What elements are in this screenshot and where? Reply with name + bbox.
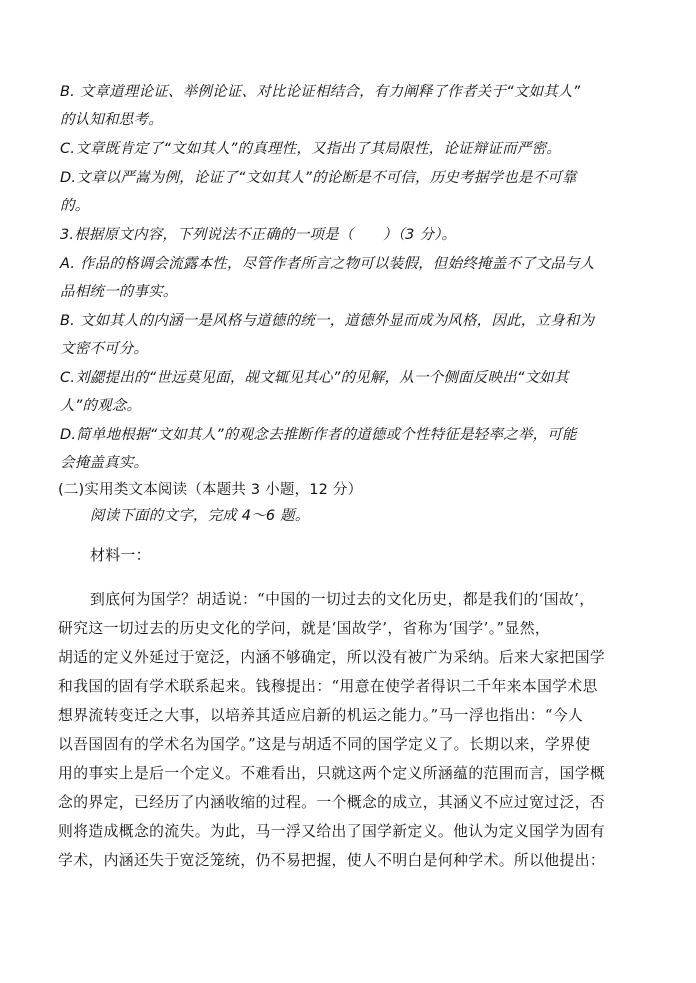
q2-option-d-line2: 的。 <box>60 198 90 214</box>
passage-line: 胡适的定义外延过于宽泛，内涵不够确定，所以没有被广为采纳。后来大家把国学 <box>58 649 606 666</box>
q2-option-b-line2: 的认知和思考。 <box>60 112 163 128</box>
q3-option-c-line1: C.刘勰提出的“世远莫见面，觇文辄见其心”的见解，从一个侧面反映出“文如其 <box>60 370 569 386</box>
q3-option-a-line1: A. 作品的格调会流露本性，尽管作者所言之物可以装假，但始终掩盖不了文品与人 <box>60 256 595 272</box>
passage-line: 念的界定，已经历了内涵收缩的过程。一个概念的成立，其涵义不应过宽过泛，否 <box>58 794 606 811</box>
passage-line: 想界流转变迁之大事，以培养其适应启新的机运之能力。”马一浮也指出：“今人 <box>58 707 584 724</box>
q3-stem: 3.根据原文内容，下列说法不正确的一项是（ ）（3 分）。 <box>60 227 457 243</box>
passage-line: 以吾国固有的学术名为国学。”这是与胡适不同的国学定义了。长期以来，学界使 <box>58 736 591 753</box>
passage-line: 学术，内涵还失于宽泛笼统，仍不易把握，使人不明白是何种学术。所以他提出： <box>58 852 606 869</box>
q2-option-c-line1: C.文章既肯定了“文如其人”的真理性，又指出了其局限性，论证辩证而严密。 <box>60 141 561 157</box>
passage-line: 研究这一切过去的历史文化的学问，就是‘国故学’，省称为‘国学’。”显然， <box>58 620 551 637</box>
section2-title: (二)实用类文本阅读（本题共 3 小题，12 分） <box>58 482 363 498</box>
passage-line: 和我国的固有学术联系起来。钱穆提出：“用意在使学者得识二千年来本国学术思 <box>58 678 598 695</box>
passage-line: 则将造成概念的流失。为此，马一浮又给出了国学新定义。他认为定义国学为固有 <box>58 823 606 840</box>
q3-option-a-line2: 品相统一的事实。 <box>60 284 178 300</box>
q3-option-c-line2: 人”的观念。 <box>60 398 142 414</box>
material-label: 材料一： <box>90 546 151 564</box>
passage-line: 用的事实上是后一个定义。不难看出，只就这两个定义所涵蕴的范围而言，国学概 <box>58 765 606 782</box>
q3-option-d-line2: 会掩盖真实。 <box>60 455 149 471</box>
passage-line: 到底何为国学？胡适说：“中国的一切过去的文化历史，都是我们的‘国故’， <box>90 591 595 608</box>
q3-option-b-line2: 文密不可分。 <box>60 341 149 357</box>
q2-option-d-line1: D.文章以严嵩为例，论证了“文如其人”的论断是不可信，历史考据学也是不可靠 <box>60 170 577 186</box>
q2-option-b-line1: B. 文章道理论证、举例论证、对比论证相结合，有力阐释了作者关于“文如其人” <box>60 84 581 100</box>
q3-option-d-line1: D.简单地根据“文如其人”的观念去推断作者的道德或个性特征是轻率之举，可能 <box>60 427 577 443</box>
q3-option-b-line1: B. 文如其人的内涵一是风格与道德的统一，道德外显而成为风格，因此，立身和为 <box>60 313 595 329</box>
section2-instruction: 阅读下面的文字，完成 4～6 题。 <box>90 508 310 524</box>
